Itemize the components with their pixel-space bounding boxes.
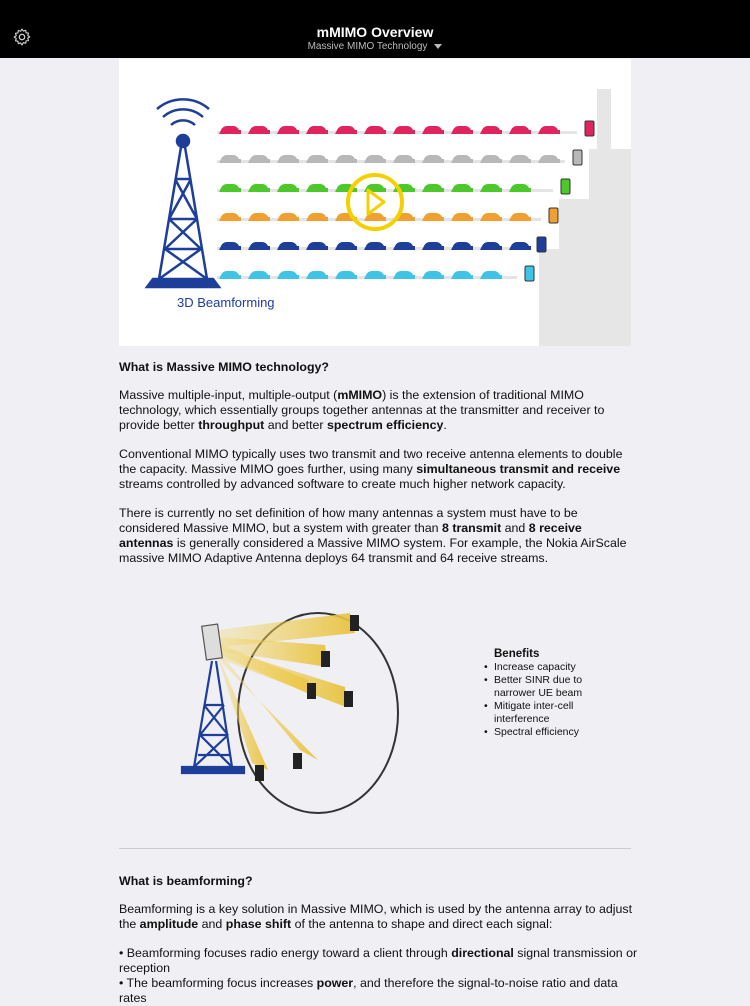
car-icon — [422, 155, 444, 163]
car-icon — [509, 126, 531, 134]
car-icon — [248, 213, 270, 221]
car-icon — [364, 155, 386, 163]
car-icon — [335, 242, 357, 250]
car-icon — [277, 155, 299, 163]
paragraph-definition: There is currently no set definition of how many antennas a system must have to be considered Massive MIMO, but a system with greater than 8 transmit and 8 receive antennas is generally considered a Massive MIMO system. For example, the Nokia AirScale massive MIMO Adaptive Antenna deploys 64 transmit and 64 receive streams. — [119, 506, 627, 565]
phone-icon — [525, 266, 534, 281]
car-icon — [451, 184, 473, 192]
car-icon — [364, 242, 386, 250]
section-heading: What is beamforming? — [119, 874, 253, 888]
tower-icon — [147, 99, 219, 287]
car-icon — [451, 155, 473, 163]
section-dropdown[interactable] — [0, 41, 750, 52]
car-icon — [393, 271, 415, 279]
traffic-lanes — [217, 121, 594, 281]
car-icon — [509, 184, 531, 192]
section-heading: What is Massive MIMO technology? — [119, 360, 329, 374]
car-icon — [451, 126, 473, 134]
car-icon — [451, 242, 473, 250]
car-icon — [306, 213, 328, 221]
car-icon — [509, 213, 531, 221]
car-icon — [248, 126, 270, 134]
chevron-down-icon — [434, 44, 442, 49]
car-icon — [480, 184, 502, 192]
car-icon — [538, 155, 560, 163]
car-icon — [219, 155, 241, 163]
car-icon — [393, 155, 415, 163]
car-icon — [422, 271, 444, 279]
car-icon — [335, 271, 357, 279]
car-icon — [335, 126, 357, 134]
list-item: • Increase capacity — [484, 661, 604, 674]
benefits-list — [484, 648, 604, 739]
phone-icon — [585, 121, 594, 136]
section-mimo — [119, 360, 639, 580]
list-item: • Mitigate inter-cell interference — [484, 700, 604, 726]
car-icon — [277, 271, 299, 279]
paragraph-beamforming: Beamforming is a key solution in Massive MIMO, which is used by the antenna array to adjust the amplitude and phase shift of the antenna to shape and direct each signal: — [119, 902, 633, 931]
car-icon — [248, 155, 270, 163]
list-item: • Better SINR due to narrower UE beam — [484, 674, 604, 700]
car-icon — [422, 242, 444, 250]
phone-icon — [573, 150, 582, 165]
car-icon — [277, 242, 299, 250]
car-icon — [248, 271, 270, 279]
paragraph-conventional: Conventional MIMO typically uses two transmit and two receive antenna elements to double the capacity. Massive MIMO goes further, using many simultaneous transmit and receive streams controlled by advanced software to create much higher network capacity. — [119, 447, 623, 491]
car-icon — [219, 126, 241, 134]
car-icon — [248, 184, 270, 192]
hero-video[interactable] — [119, 59, 631, 346]
hero-caption: 3D Beamforming — [177, 295, 275, 310]
phone-icon — [561, 179, 570, 194]
car-icon — [277, 126, 299, 134]
paragraph-intro: Massive multiple-input, multiple-output (mMIMO) is the extension of traditional MIMO technology, which essentially groups together antennas at the transmitter and receiver to provide better throughput and better spectrum efficiency. — [119, 388, 605, 432]
car-icon — [364, 126, 386, 134]
car-icon — [219, 271, 241, 279]
car-icon — [480, 155, 502, 163]
car-icon — [306, 155, 328, 163]
car-icon — [480, 213, 502, 221]
car-icon — [422, 213, 444, 221]
car-icon — [393, 126, 415, 134]
beams — [216, 613, 355, 770]
section-dropdown-label: Massive MIMO Technology — [307, 41, 428, 52]
car-icon — [451, 271, 473, 279]
car-icon — [248, 242, 270, 250]
car-icon — [306, 271, 328, 279]
car-icon — [219, 242, 241, 250]
car-icon — [480, 126, 502, 134]
car-icon — [335, 155, 357, 163]
car-icon — [393, 242, 415, 250]
car-icon — [509, 155, 531, 163]
page-title: mMIMO Overview — [316, 24, 434, 40]
divider — [119, 848, 631, 849]
section-beamforming — [119, 874, 639, 1006]
car-icon — [538, 126, 560, 134]
car-icon — [306, 126, 328, 134]
car-icon — [451, 213, 473, 221]
car-icon — [219, 213, 241, 221]
car-icon — [219, 184, 241, 192]
top-bar — [0, 0, 750, 58]
car-icon — [422, 184, 444, 192]
car-icon — [364, 271, 386, 279]
list-item: • Spectral efficiency — [484, 726, 604, 739]
car-icon — [306, 242, 328, 250]
bullet-directional: • Beamforming focuses radio energy toward a client through directional signal transmission or reception — [119, 946, 638, 975]
beamforming-illustration — [119, 59, 631, 346]
car-icon — [306, 184, 328, 192]
benefits-heading: Benefits — [494, 648, 540, 660]
car-icon — [480, 242, 502, 250]
phone-icon — [537, 237, 546, 252]
bullet-power: • The beamforming focus increases power, and therefore the signal-to-noise ratio and data rates — [119, 976, 618, 1005]
car-icon — [422, 126, 444, 134]
phone-icon — [549, 208, 558, 223]
car-icon — [277, 213, 299, 221]
car-icon — [509, 242, 531, 250]
car-icon — [480, 271, 502, 279]
car-icon — [277, 184, 299, 192]
